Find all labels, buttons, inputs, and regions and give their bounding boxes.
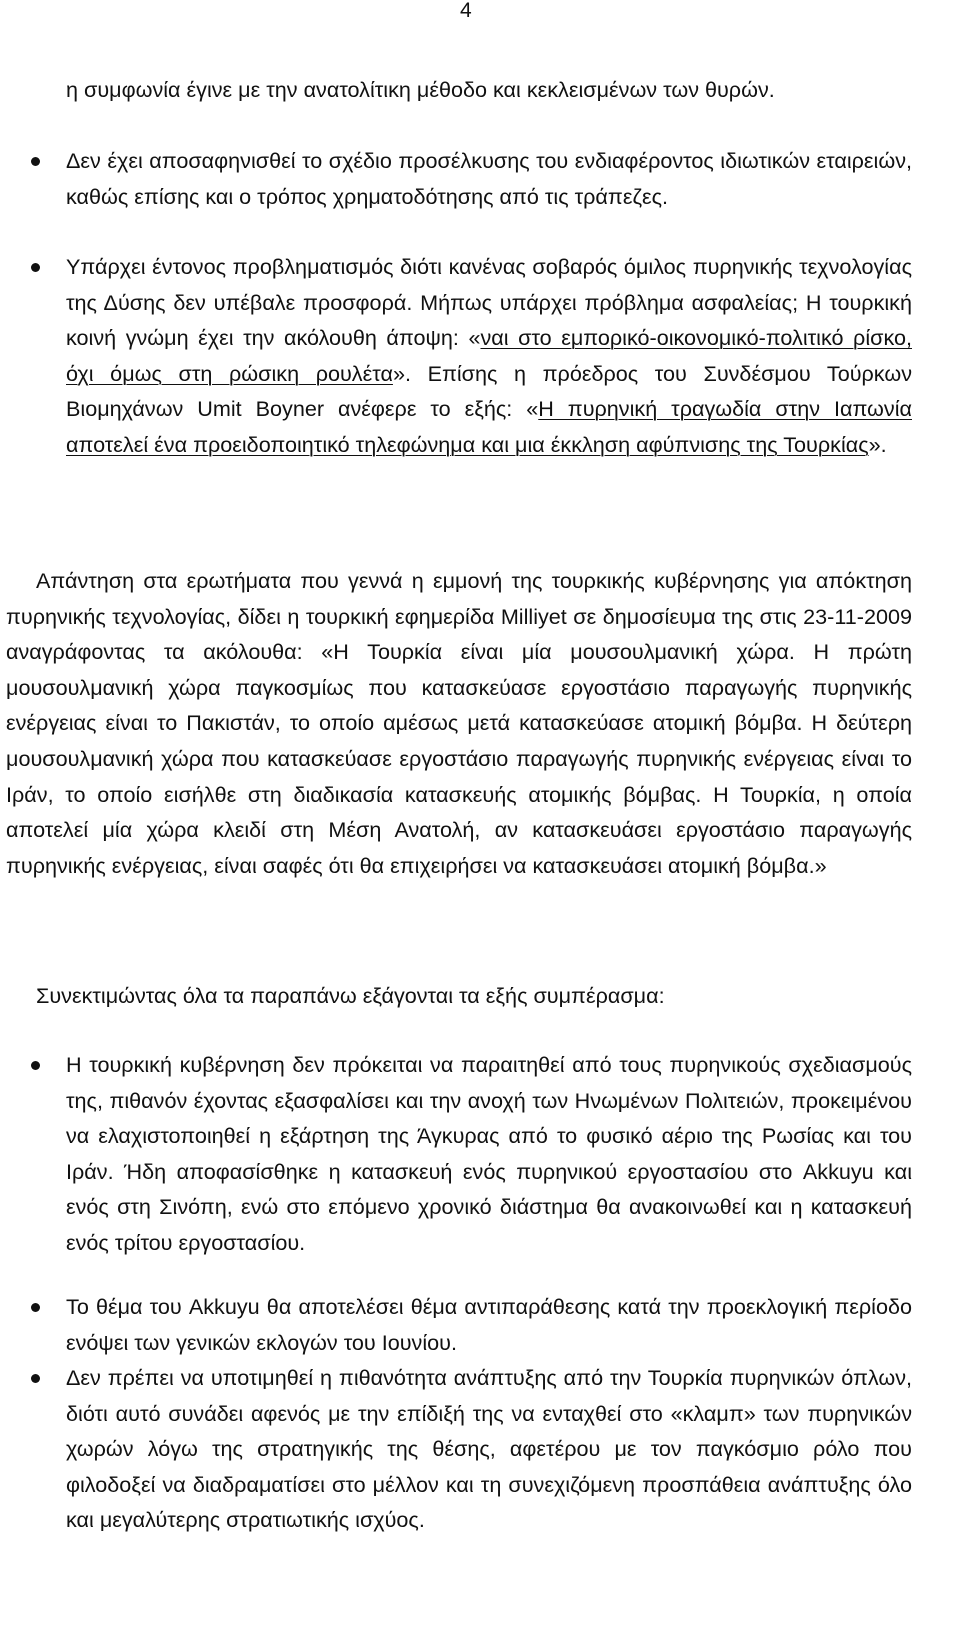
quote-nuclear-tragedy: Η πυρηνική τραγωδία στην Ιαπωνία αποτελεί ένα προειδοποιητικό τηλεφώνημα και μια έκκληση αφύπνισης της Τουρκίας: [66, 396, 912, 457]
conclusion-item-1: Η τουρκική κυβέρνηση δεν πρόκειται να παραιτηθεί από τους πυρηνικούς σχεδιασμούς της, πιθανόν έχοντας εξασφαλίσει και την ανοχή των Ηνωμένων Πολιτειών, προκειμένου να ελαχιστοποιηθεί η εξάρτηση της Άγκυρας από το φυσικό αέριο της Ρωσίας και του Ιράν. Ήδη αποφασίσθηκε η κατασκευή ενός πυρηνικού εργοστασίου στο Akkuyu και ενός στη Σινόπη, ενώ στο επόμενο χρονικό διάστημα θα ανακοινωθεί και η κατασκευή ενός τρίτου εργοστασίου.: [66, 1052, 912, 1255]
continuation-text: η συμφωνία έγινε με την ανατολίτικη μέθοδο και κεκλεισμένων των θυρών.: [66, 77, 775, 102]
conclusion-item-2: Το θέμα του Akkuyu θα αποτελέσει θέμα αντιπαράθεσης κατά την προεκλογική περίοδο ενόψει των γενικών εκλογών του Ιουνίου.: [66, 1294, 912, 1355]
quote-russian-roulette: ναι στο εμπορικό-οικονομικό-πολιτικό ρίσκο, όχι όμως στη ρώσικη ρουλέτα: [66, 325, 912, 386]
bullet-2-text-b: ». Επίσης η πρόεδρος του Συνδέσμου Τούρκων Βιομηχάνων Umit Boyner ανέφερε το εξής: «: [66, 360, 912, 422]
bullet-icon: [31, 1303, 40, 1312]
bullet-item-2: [66, 249, 912, 463]
conclusion-item-3: Δεν πρέπει να υποτιμηθεί η πιθανότητα ανάπτυξης από την Τουρκία πυρηνικών όπλων, διότι αυτό συνάδει αφενός με την επίδιξή της να ενταχθεί στο «κλαμπ» των πυρηνικών χωρών λόγω της στρατηγικής της θέσης, αφετέρου με τον παγκόσμιο ρόλο που φιλοδοξεί να διαδραματίσει στο μέλλον και τη συνεχιζόμενη προσπάθεια ανάπτυξης όλο και μεγαλύτερης στρατιωτικής ισχύος.: [66, 1365, 912, 1533]
conclusions-intro: Συνεκτιμώντας όλα τα παραπάνω εξάγονται τα εξής συμπέρασμα:: [36, 983, 665, 1008]
bullet-icon: [31, 263, 40, 272]
bullet-icon: [31, 157, 40, 166]
bullet-icon: [31, 1061, 40, 1070]
bullet-2-text-c: ».: [868, 431, 887, 457]
bullet-2-text-a: Υπάρχει έντονος προβληματισμός διότι κανένας σοβαρός όμιλος πυρηνικής τεχνολογίας της Δύσης δεν υπέβαλε προσφορά. Μήπως υπάρχει πρόβλημα ασφαλείας; Η τουρκική κοινή γνώμη έχει την ακόλουθη άποψη: «: [66, 254, 912, 351]
milliyet-paragraph: Απάντηση στα ερωτήματα που γεννά η εμμονή της τουρκικής κυβέρνησης για απόκτηση πυρηνικής τεχνολογίας, δίδει η τουρκική εφημερίδα Milliyet σε δημοσίευμα της στις 23-11-2009 αναγράφοντας τα ακόλουθα: «Η Τουρκία είναι μία μουσουλμανική χώρα. Η πρώτη μουσουλμανική χώρα παγκοσμίως που κατασκεύασε εργοστάσιο παραγωγής πυρηνικής ενέργειας είναι το Πακιστάν, το οποίο αμέσως μετά κατασκεύασε ατομική βόμβα. Η δεύτερη μουσουλμανική χώρα που κατασκεύασε εργοστάσιο παραγωγής πυρηνικής ενέργειας είναι το Ιράν, το οποίο εισήλθε στη διαδικασία κατασκευής ατομικής βόμβας. Η Τουρκία, η οποία αποτελεί μία χώρα κλειδί στη Μέση Ανατολή, αν κατασκευάσει εργοστάσιο παραγωγής πυρηνικής ενέργειας, είναι σαφές ότι θα επιχειρήσει να κατασκευάσει ατομική βόμβα.»: [6, 568, 912, 878]
bullet-icon: [31, 1374, 40, 1383]
page-number: 4: [460, 0, 472, 22]
bullet-item-1: Δεν έχει αποσαφηνισθεί το σχέδιο προσέλκυσης του ενδιαφέροντος ιδιωτικών εταιρειών, καθώς επίσης και ο τρόπος χρηματοδότησης από τις τράπεζες.: [66, 148, 912, 209]
